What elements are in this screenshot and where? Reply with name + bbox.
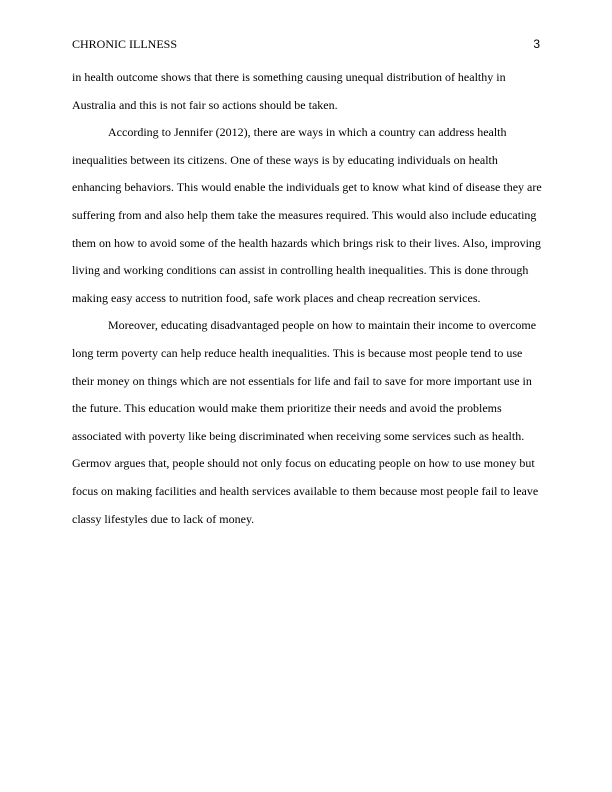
running-head: CHRONIC ILLNESS	[72, 37, 178, 51]
body-text	[72, 64, 544, 533]
paragraph-continuation: in health outcome shows that there is something causing unequal distribution of healthy in Australia and this is not fair so actions should be taken.	[72, 70, 506, 112]
page-number: 3	[533, 37, 540, 51]
paragraph-poverty-education: Moreover, educating disadvantaged people on how to maintain their income to overcome long term poverty can help reduce health inequalities. This is because most people tend to use their money on things which are not essentials for life and fail to save for more important use in the future. This education would make them prioritize their needs and avoid the problems associated with poverty like being discriminated when receiving some services such as health. Germov argues that, people should not only focus on educating people on how to use money but focus on making facilities and health services available to them because most people fail to leave classy lifestyles due to lack of money.	[72, 318, 539, 526]
paragraph-health-inequalities: According to Jennifer (2012), there are ways in which a country can address health inequalities between its citizens. One of these ways is by educating individuals on health enhancing behaviors. This would enable the individuals get to know what kind of disease they are suffering from and also help them take the measures required. This would also include educating them on how to avoid some of the health hazards which brings risk to their lives. Also, improving living and working conditions can assist in controlling health inequalities. This is done through making easy access to nutrition food, safe work places and cheap recreation services.	[72, 125, 542, 305]
